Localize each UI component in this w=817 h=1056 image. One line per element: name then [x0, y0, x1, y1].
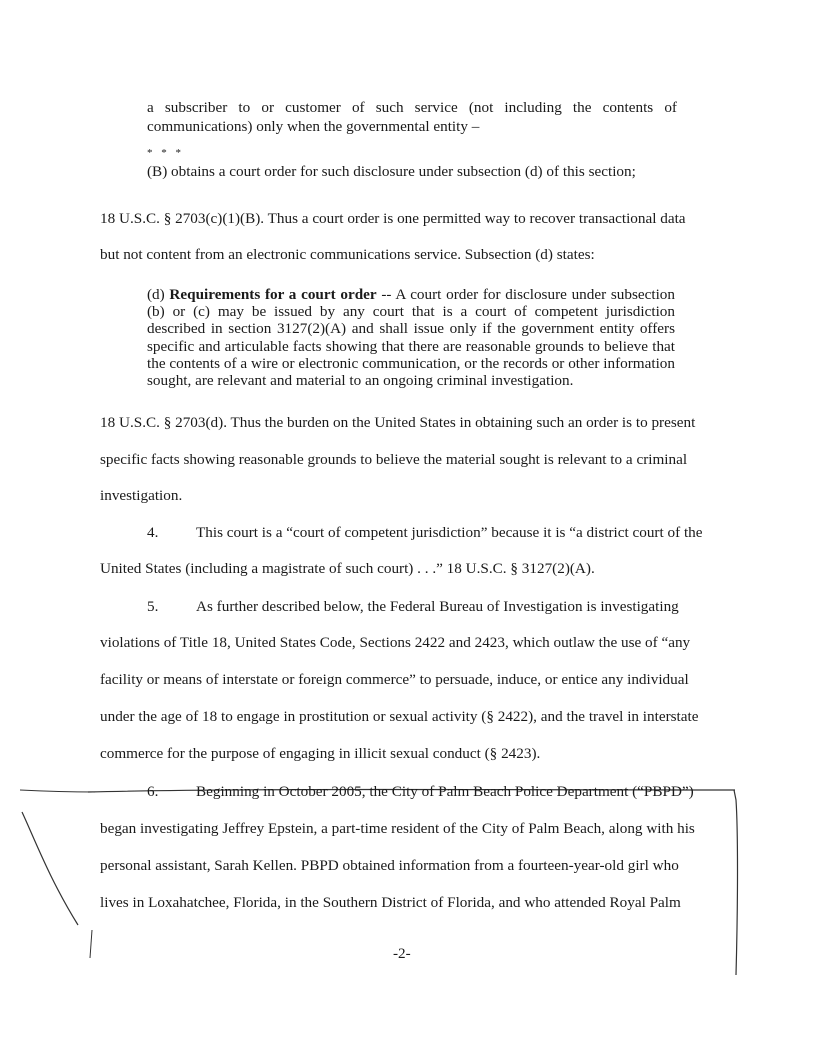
para6-number: 6. [147, 783, 159, 800]
quote2-body: -- A court order for disclosure under subsection (b) or (c) may be issued by any court that is a court of competent jurisdiction described in section 3127(2)(A) and shall issue only if the government entity offers specific and articulable facts showing that there are reasonable grounds to believe that the contents of a wire or electronic communication, or the records or other information sought, are relevant and material to an ongoing criminal investigation. [147, 286, 675, 390]
ellipsis-stars: * * * [147, 147, 184, 159]
para6-line4: lives in Loxahatchee, Florida, in the Southern District of Florida, and who attended Royal Palm [100, 894, 681, 911]
para5-line4: under the age of 18 to engage in prostitution or sexual activity (§ 2422), and the travel in interstate [100, 708, 699, 725]
quote1-line2: communications) only when the governmental entity – [147, 118, 480, 135]
quote2-lead: (d) [147, 286, 170, 303]
block-quote-statute [147, 98, 677, 136]
para5-line2: violations of Title 18, United States Code, Sections 2422 and 2423, which outlaw the use of “any [100, 634, 691, 651]
para5-line1: As further described below, the Federal Bureau of Investigation is investigating [196, 598, 679, 615]
para5-number: 5. [147, 598, 159, 615]
para4-line2: United States (including a magistrate of such court) . . .” 18 U.S.C. § 3127(2)(A). [100, 560, 595, 577]
para4-line1: This court is a “court of competent jurisdiction” because it is “a district court of the [196, 524, 703, 541]
block-quote-requirements [147, 286, 675, 389]
cite2-line1: 18 U.S.C. § 2703(d). Thus the burden on the United States in obtaining such an order is to present [100, 414, 696, 431]
cite1-line2: but not content from an electronic communications service. Subsection (d) states: [100, 246, 595, 263]
quote1-line3: (B) obtains a court order for such disclosure under subsection (d) of this section; [147, 163, 636, 180]
quote1-line1: a subscriber to or customer of such service (not including the contents of [147, 99, 677, 116]
para6-line2: began investigating Jeffrey Epstein, a part-time resident of the City of Palm Beach, along with his [100, 820, 695, 837]
cite2-line3: investigation. [100, 487, 183, 504]
page-number: -2- [393, 945, 411, 962]
para6-line3: personal assistant, Sarah Kellen. PBPD obtained information from a fourteen-year-old girl who [100, 857, 679, 874]
para5-line3: facility or means of interstate or foreign commerce” to persuade, induce, or entice any individual [100, 671, 689, 688]
para4-number: 4. [147, 524, 159, 541]
quote2-heading: Requirements for a court order [169, 286, 377, 303]
cite1-line1: 18 U.S.C. § 2703(c)(1)(B). Thus a court order is one permitted way to recover transactional data [100, 210, 686, 227]
cite2-line2: specific facts showing reasonable grounds to believe the material sought is relevant to a criminal [100, 451, 688, 468]
para6-line1: Beginning in October 2005, the City of Palm Beach Police Department (“PBPD”) [196, 783, 694, 800]
para5-line5: commerce for the purpose of engaging in illicit sexual conduct (§ 2423). [100, 745, 541, 762]
